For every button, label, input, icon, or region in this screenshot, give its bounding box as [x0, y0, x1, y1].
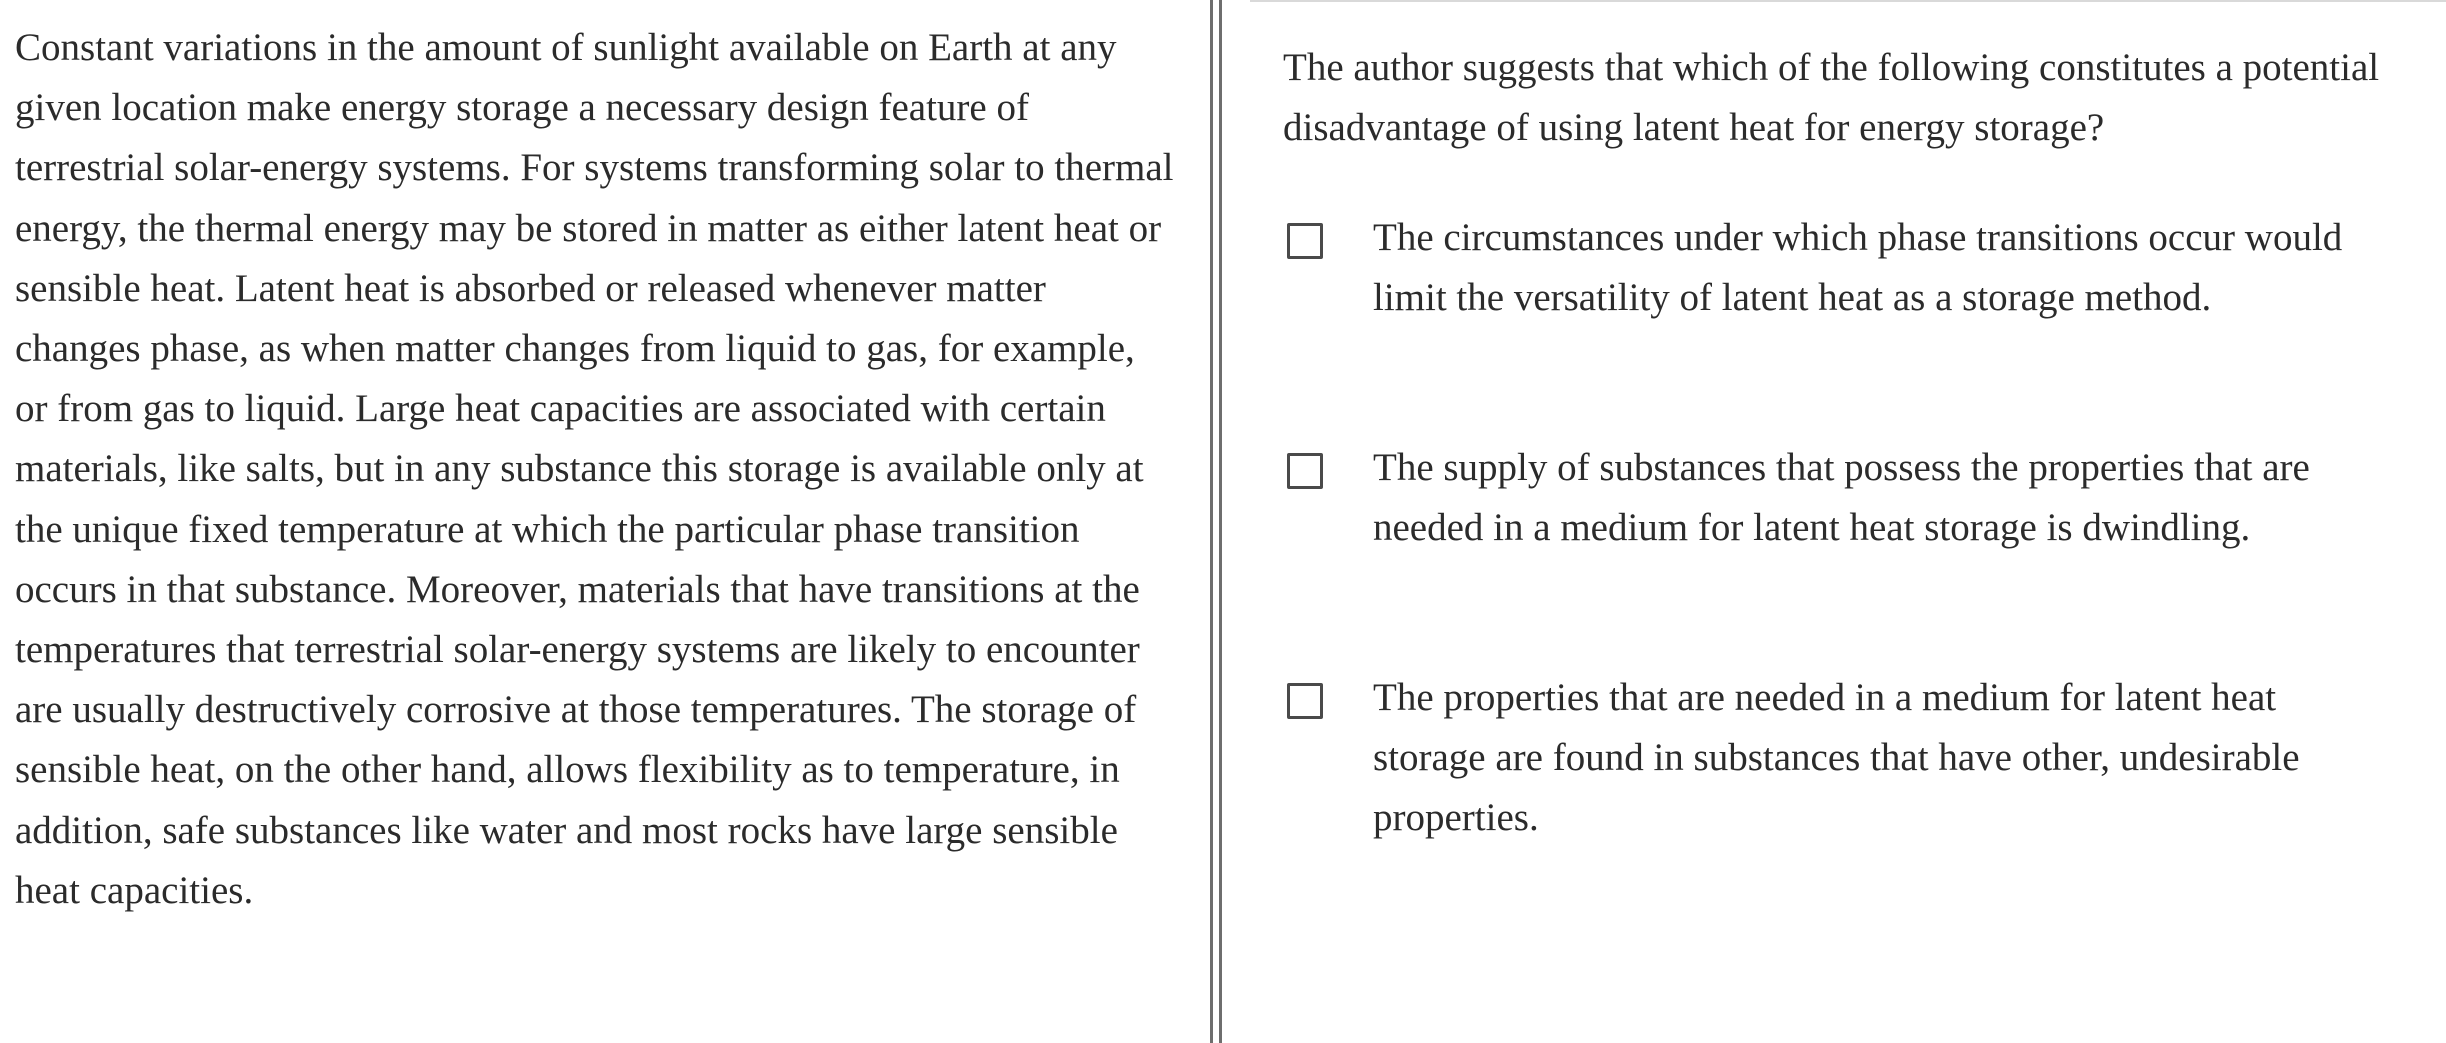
answer-choice-a-text: The circumstances under which phase transitions occur would limit the versatility of latent heat as a storage method.	[1373, 216, 2343, 319]
question-stem: The author suggests that which of the following constitutes a potential disadvantage of using latent heat for energy storage?	[1283, 46, 2380, 149]
question-pane	[1222, 0, 2446, 1043]
checkbox[interactable]	[1287, 453, 1323, 489]
answer-choice-b-text: The supply of substances that possess the properties that are needed in a medium for latent heat storage is dwindling.	[1373, 446, 2310, 549]
pane-divider-left	[1210, 0, 1213, 1043]
answer-choice-c-text: The properties that are needed in a medium for latent heat storage are found in substances that have other, undesirable properties.	[1373, 676, 2300, 839]
checkbox[interactable]	[1287, 223, 1323, 259]
question-pane-top-rule	[1250, 0, 2446, 2]
passage-text: Constant variations in the amount of sunlight available on Earth at any given location make energy storage a necessary design feature of terrestrial solar-energy systems. For systems transforming solar to thermal energy, the thermal energy may be stored in matter as either latent heat or sensible heat. Latent heat is absorbed or released whenever matter changes phase, as when matter changes from liquid to gas, for example, or from gas to liquid. Large heat capacities are associated with certain materials, like salts, but in any substance this storage is available only at the unique fixed temperature at which the particular phase transition occurs in that substance. Moreover, materials that have transitions at the temperatures that terrestrial solar-energy systems are likely to encounter are usually destructively corrosive at those temperatures. The storage of sensible heat, on the other hand, allows flexibility as to temperature, in addition, safe substances like water and most rocks have large sensible heat capacities.	[15, 26, 1174, 912]
checkbox[interactable]	[1287, 683, 1323, 719]
passage-pane	[0, 0, 1210, 1043]
